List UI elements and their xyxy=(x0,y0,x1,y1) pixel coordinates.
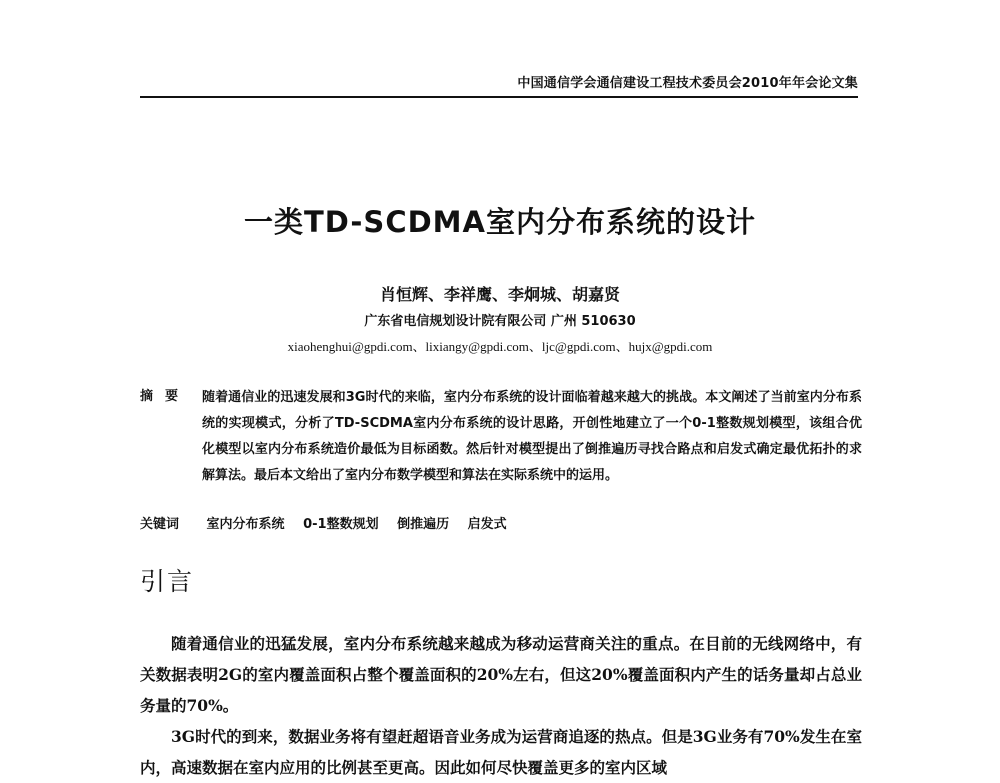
keyword-item: 室内分布系统 xyxy=(206,517,285,532)
running-header: 中国通信学会通信建设工程技术委员会2010年年会论文集 xyxy=(517,76,858,91)
abstract-text: 随着通信业的迅速发展和3G时代的来临，室内分布系统的设计面临着越来越大的挑战。本文阐述了当前室内分布系统的实现模式，分析了TD-SCDMA室内分布系统的设计思路，开创性地建立了一个0-1整数规划模型，该组合优化模型以室内分布系统造价最低为目标函数。然后针对模型提出了倒推遍历寻找合路点和启发式确定最优拓扑的求解算法。最后本文给出了室内分布数学模型和算法在实际系统中的运用。 xyxy=(202,390,862,483)
author-emails: xiaohenghui@gpdi.com、lixiangy@gpdi.com、ljc@gpdi.com、hujx@gpdi.com xyxy=(287,339,713,354)
paper-title: 一类TD-SCDMA室内分布系统的设计 xyxy=(244,205,756,239)
section-heading: 引言 xyxy=(140,567,195,596)
keywords-block xyxy=(140,513,862,532)
paper-authors: 肖恒辉、李祥鹰、李炯城、胡嘉贤 xyxy=(379,285,620,304)
paragraph: 3G时代的到来，数据业务将有望赶超语音业务成为运营商追逐的热点。但是3G业务有70%发生在室内，高速数据在室内应用的比例甚至更高。因此如何尽快覆盖更多的室内区域 xyxy=(140,727,862,777)
abstract-block xyxy=(140,385,862,489)
keyword-item: 倒推遍历 xyxy=(397,517,450,532)
header-rule xyxy=(140,96,858,98)
keywords-label: 关键词 xyxy=(140,517,180,532)
paper-affiliation: 广东省电信规划设计院有限公司 广州 510630 xyxy=(364,314,636,329)
abstract-label: 摘要 xyxy=(140,389,191,404)
keyword-item: 启发式 xyxy=(467,517,507,532)
paragraph: 随着通信业的迅猛发展，室内分布系统越来越成为移动运营商关注的重点。在目前的无线网络中，有关数据表明2G的室内覆盖面积占整个覆盖面积的20%左右，但这20%覆盖面积内产生的话务量却占总业务量的70%。 xyxy=(140,634,862,715)
keyword-item: 0-1整数规划 xyxy=(303,517,379,532)
